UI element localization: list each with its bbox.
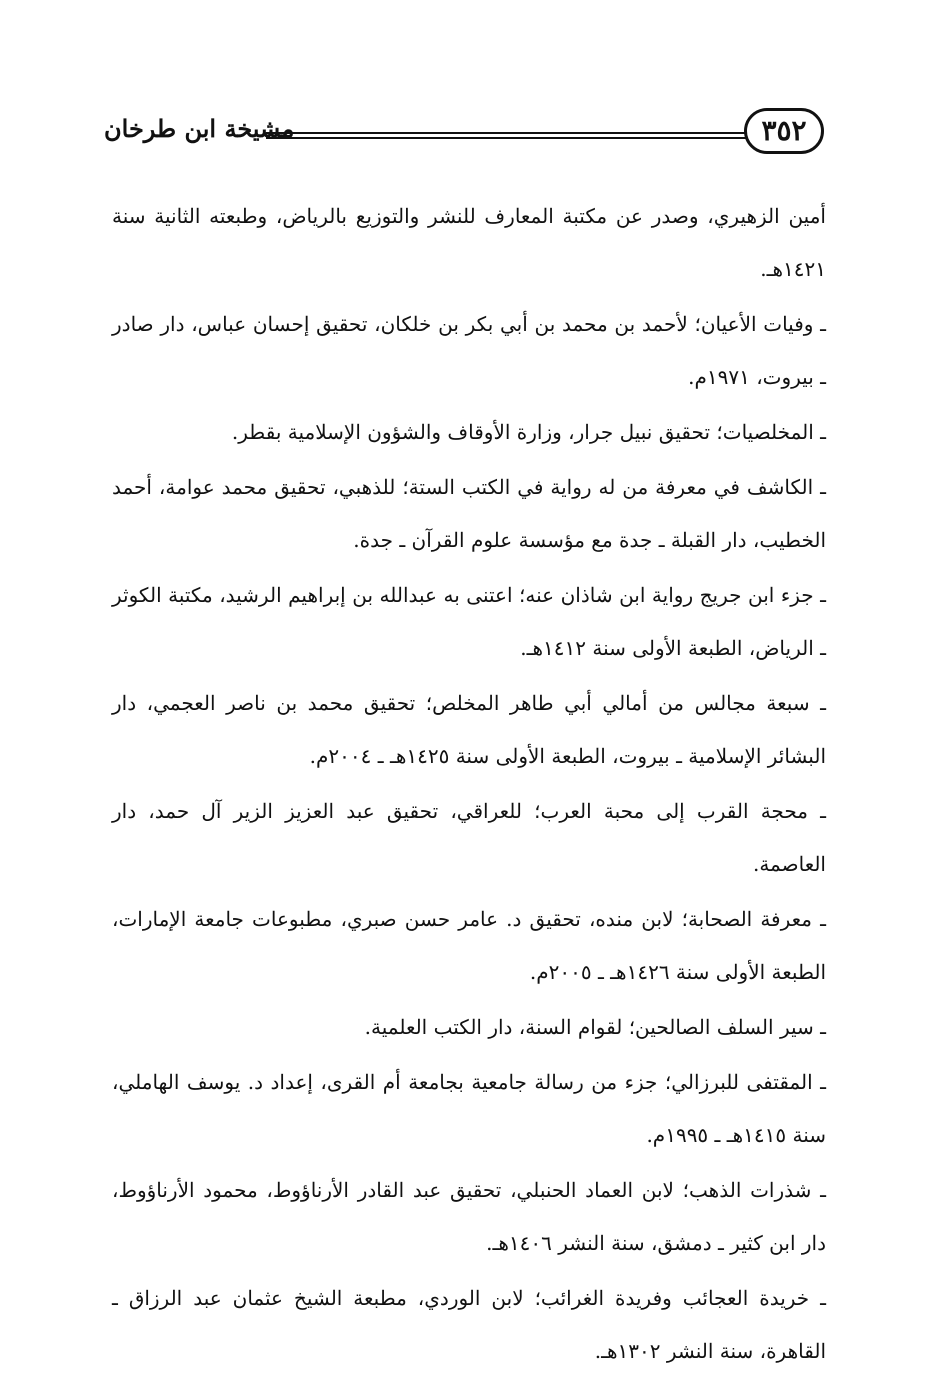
bibliography-entry: ـ شذرات الذهب؛ لابن العماد الحنبلي، تحقيق عبد القادر الأرناؤوط، محمود الأرناؤوط، دار ابن كثير ـ دمشق، سنة النشر ١٤٠٦هـ. — [112, 1178, 826, 1255]
bibliography-entry: ـ سير السلف الصالحين؛ لقوام السنة، دار الكتب العلمية. — [364, 1015, 826, 1039]
bibliography-entry: ـ المقتفى للبرزالي؛ جزء من رسالة جامعية بجامعة أم القرى، إعداد د. يوسف الهاملي، سنة ١٤١٥هـ ـ ١٩٩٥م. — [112, 1070, 826, 1147]
bibliography-entry: ـ خريدة العجائب وفريدة الغرائب؛ لابن الوردي، مطبعة الشيخ عثمان عبد الرزاق ـ القاهرة، سنة النشر ١٣٠٢هـ. — [112, 1286, 826, 1363]
bibliography-entry: ـ معرفة الصحابة؛ لابن منده، تحقيق د. عامر حسن صبري، مطبوعات جامعة الإمارات، الطبعة الأولى سنة ١٤٢٦هـ ـ ٢٠٠٥م. — [112, 907, 826, 984]
bibliography-entry: ـ محجة القرب إلى محبة العرب؛ للعراقي، تحقيق عبد العزيز الزير آل حمد، دار العاصمة. — [112, 799, 826, 876]
bibliography-entry: ـ المخلصيات؛ تحقيق نبيل جرار، وزارة الأوقاف والشؤون الإسلامية بقطر. — [231, 420, 826, 444]
page-header — [104, 108, 824, 158]
header-rule — [266, 132, 746, 139]
book-title: مشيخة ابن طرخان — [104, 114, 295, 143]
bibliography-entry: ـ جزء ابن جريج رواية ابن شاذان عنه؛ اعتنى به عبدالله بن إبراهيم الرشيد، مكتبة الكوثر ـ الرياض، الطبعة الأولى سنة ١٤١٢هـ. — [112, 583, 826, 660]
bibliography-list — [112, 190, 826, 1378]
bibliography-entry: ـ الكاشف في معرفة من له رواية في الكتب الستة؛ للذهبي، تحقيق محمد عوامة، أحمد الخطيب، دار القبلة ـ جدة مع مؤسسة علوم القرآن ـ جدة. — [112, 475, 826, 552]
bibliography-entry: أمين الزهيري، وصدر عن مكتبة المعارف للنشر والتوزيع بالرياض، وطبعته الثانية سنة ١٤٢١هـ. — [112, 204, 826, 281]
bibliography-entry: ـ وفيات الأعيان؛ لأحمد بن محمد بن أبي بكر بن خلكان، تحقيق إحسان عباس، دار صادر ـ بيروت، ١٩٧١م. — [112, 312, 826, 389]
page-number: ٣٥٢ — [744, 108, 824, 154]
bibliography-entry: ـ سبعة مجالس من أمالي أبي طاهر المخلص؛ تحقيق محمد بن ناصر العجمي، دار البشائر الإسلامية ـ بيروت، الطبعة الأولى سنة ١٤٢٥هـ ـ ٢٠٠٤م. — [112, 691, 826, 768]
